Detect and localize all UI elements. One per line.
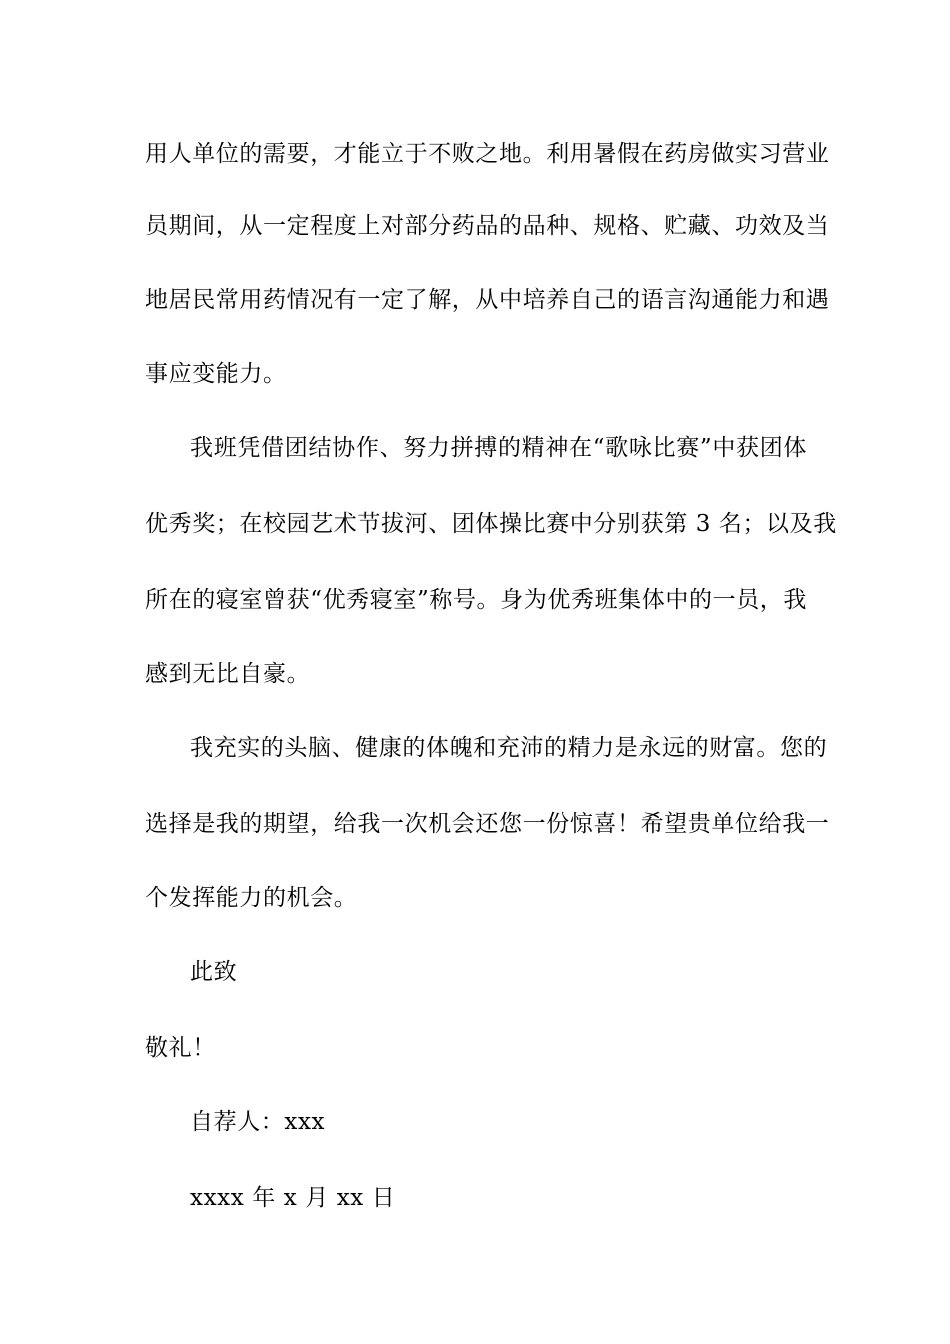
signer: 自荐人：xxx [190,1109,326,1135]
paragraph-2-line-3: 所在的寝室曾获“优秀寝室”称号。身为优秀班集体中的一员，我 [145,587,807,613]
paragraph-2-line-4: 感到无比自豪。 [145,661,311,687]
paragraph-3-line-1: 我充实的头脑、健康的体魄和充沛的精力是永远的财富。您的 [190,735,828,761]
paragraph-1-line-2: 员期间，从一定程度上对部分药品的品种、规格、贮藏、功效及当 [145,213,830,239]
paragraph-2-line-1: 我班凭借团结协作、努力拼搏的精神在“歌咏比赛”中获团体 [190,435,807,461]
paragraph-1-line-3: 地居民常用药情况有一定了解，从中培养自己的语言沟通能力和遇 [145,287,830,313]
paragraph-1-line-4: 事应变能力。 [145,361,287,387]
salutation: 此致 [190,959,238,985]
paragraph-2-line-2: 优秀奖；在校园艺术节拔河、团体操比赛中分别获第 3 名；以及我 [145,511,837,537]
regards: 敬礼！ [145,1035,216,1061]
paragraph-1-line-1: 用人单位的需要，才能立于不败之地。利用暑假在药房做实习营业 [145,141,830,167]
paragraph-3-line-2: 选择是我的期望，给我一次机会还您一份惊喜！希望贵单位给我一 [145,811,830,837]
date: xxxx 年 x 月 xx 日 [190,1185,396,1211]
paragraph-3-line-3: 个发挥能力的机会。 [145,885,358,911]
